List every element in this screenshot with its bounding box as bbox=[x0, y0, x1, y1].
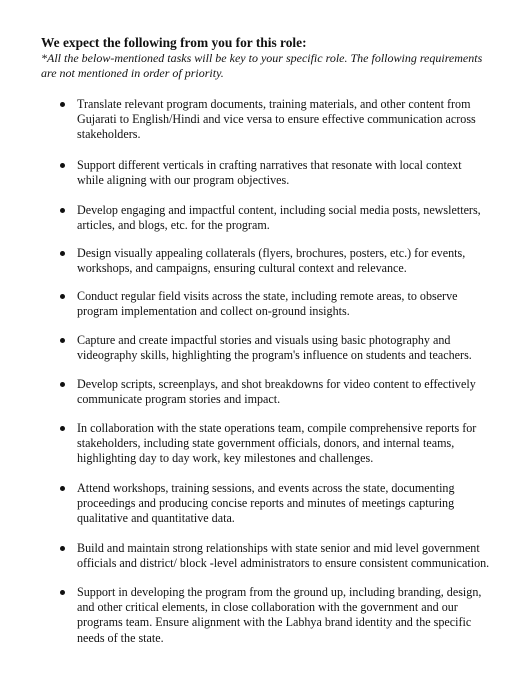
list-item bbox=[77, 377, 491, 407]
list-item-text: Build and maintain strong relationships with state senior and mid level government officials and district/ block -level administrators to ensure consistent communication. bbox=[77, 541, 490, 571]
list-item-text: Develop scripts, screenplays, and shot breakdowns for video content to effectively communicate program stories and impact. bbox=[77, 377, 476, 407]
bullet-icon bbox=[60, 426, 65, 431]
list-item-text: Support different verticals in crafting narratives that resonate with local context while aligning with our program objectives. bbox=[77, 158, 462, 188]
bullet-icon bbox=[60, 294, 65, 299]
bullet-icon bbox=[60, 338, 65, 343]
list-item-text: Design visually appealing collaterals (flyers, brochures, posters, etc.) for events, workshops, and campaigns, ensuring cultural context and relevance. bbox=[77, 246, 466, 276]
bullet-icon bbox=[60, 102, 65, 107]
list-item bbox=[77, 97, 491, 143]
bullet-icon bbox=[60, 546, 65, 551]
list-item bbox=[77, 246, 491, 276]
priority-note: *All the below-mentioned tasks will be key to your specific role. The following requirements are not mentioned in order of priority. bbox=[41, 51, 483, 80]
bullet-icon bbox=[60, 486, 65, 491]
list-item bbox=[77, 541, 491, 571]
section-heading: We expect the following from you for this role: bbox=[41, 35, 307, 50]
list-item bbox=[77, 158, 491, 188]
list-item-text: Attend workshops, training sessions, and events across the state, documenting proceedings and producing concise reports and minutes of meetings capturing qualitative and quantitative data. bbox=[77, 481, 455, 526]
list-item bbox=[77, 481, 491, 527]
bullet-icon bbox=[60, 208, 65, 213]
bullet-icon bbox=[60, 382, 65, 387]
list-item-text: Support in developing the program from the ground up, including branding, design, and other critical elements, in close collaboration with the government and our programs team. Ensure alignment with the Labhya brand identity and the specific needs of the state. bbox=[77, 585, 482, 645]
list-item-text: Capture and create impactful stories and visuals using basic photography and videography skills, highlighting the program's influence on students and teachers. bbox=[77, 333, 472, 363]
list-item-text: Develop engaging and impactful content, including social media posts, newsletters, articles, and blogs, etc. for the program. bbox=[77, 203, 481, 233]
list-item-text: Translate relevant program documents, training materials, and other content from Gujarati to English/Hindi and vice versa to ensure effective communication across stakeholders. bbox=[77, 97, 476, 142]
bullet-icon bbox=[60, 163, 65, 168]
bullet-icon bbox=[60, 590, 65, 595]
list-item bbox=[77, 421, 491, 467]
bullet-icon bbox=[60, 251, 65, 256]
list-item bbox=[77, 289, 491, 319]
list-item bbox=[77, 203, 491, 233]
list-item-text: Conduct regular field visits across the state, including remote areas, to observe program implementation and collect on-ground insights. bbox=[77, 289, 458, 319]
list-item bbox=[77, 333, 491, 363]
list-item bbox=[77, 585, 491, 646]
list-item-text: In collaboration with the state operations team, compile comprehensive reports for stakeholders, including state government officials, donors, and internal teams, highlighting day to day work, key milestones and challenges. bbox=[77, 421, 477, 466]
